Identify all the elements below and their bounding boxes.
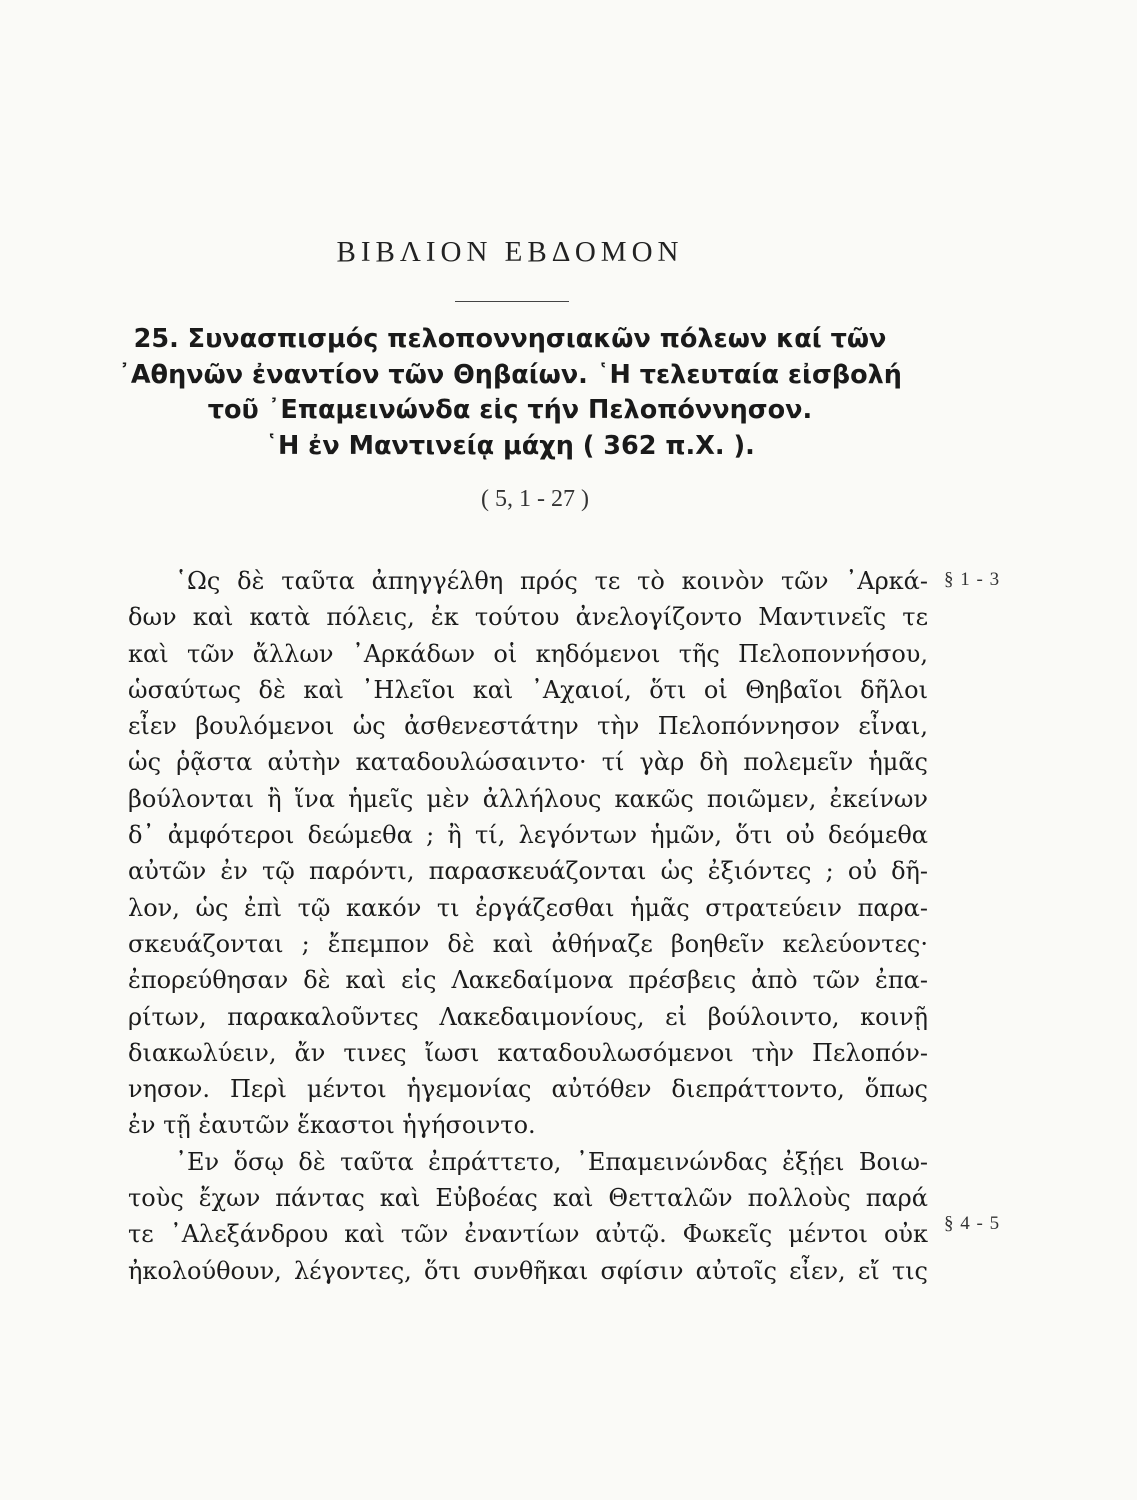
text-line: νησον. Περὶ μέντοι ἡγεμονίας αὐτόθεν διεπράττοντο, ὅπως bbox=[128, 1075, 928, 1104]
heading-line: ῾Η ἐν Μαντινείᾳ μάχη ( 362 π.Χ. ). bbox=[265, 430, 755, 461]
text-line: ἐν τῇ ἑαυτῶν ἕκαστοι ἡγήσοιντο. bbox=[128, 1111, 536, 1140]
text-line: ὡς ῥᾷστα αὐτὴν καταδουλώσαιντο· τί γὰρ δὴ πολεμεῖν ἡμᾶς bbox=[128, 748, 928, 777]
title-rule bbox=[455, 301, 569, 302]
text-line: δων καὶ κατὰ πόλεις, ἐκ τούτου ἀνελογίζοντο Μαντινεῖς τε bbox=[128, 603, 928, 632]
heading-line: τοῦ ᾿Επαμεινώνδα εἰς τήν Πελοπόννησον. bbox=[207, 395, 813, 425]
margin-section-note: § 1 - 3 bbox=[944, 569, 1001, 590]
text-line: βούλονται ἢ ἵνα ἡμεῖς μὲν ἀλλήλους κακῶς ποιῶμεν, ἐκείνων bbox=[128, 784, 928, 813]
text-line: ἠκολούθουν, λέγοντες, ὅτι συνθῆκαι σφίσιν αὐτοῖς εἶεν, εἴ τις bbox=[128, 1256, 928, 1285]
text-line: αὐτῶν ἐν τῷ παρόντι, παρασκευάζονται ὡς ἐξιόντες ; οὐ δῆ- bbox=[128, 857, 928, 886]
text-line: λον, ὡς ἐπὶ τῷ κακόν τι ἐργάζεσθαι ἡμᾶς στρατεύειν παρα- bbox=[128, 893, 928, 922]
book-title: ΒΙΒΛΙΟΝ ΕΒΔΟΜΟΝ bbox=[336, 236, 684, 268]
text-line: διακωλύειν, ἄν τινες ἴωσι καταδουλωσόμενοι τὴν Πελοπόν- bbox=[128, 1038, 928, 1067]
text-line: ἐπορεύθησαν δὲ καὶ εἰς Λακεδαίμονα πρέσβεις ἀπὸ τῶν ἐπα- bbox=[128, 966, 928, 995]
chapter-heading bbox=[100, 322, 920, 464]
text-line: ῾Ως δὲ ταῦτα ἀπηγγέλθη πρός τε τὸ κοινὸν τῶν ᾿Αρκά- bbox=[175, 567, 928, 595]
text-line: ᾿Εν ὅσῳ δὲ ταῦτα ἐπράττετο, ᾿Επαμεινώνδας ἐξῄει Βοιω- bbox=[175, 1147, 928, 1176]
text-line: δ᾿ ἀμφότεροι δεώμεθα ; ἢ τί, λεγόντων ἡμῶν, ὅτι οὐ δεόμεθα bbox=[128, 821, 928, 850]
text-line: ὡσαύτως δὲ καὶ ᾿Ηλεῖοι καὶ ᾿Αχαιοί, ὅτι οἱ Θηβαῖοι δῆλοι bbox=[128, 675, 928, 704]
heading-line: 25. Συνασπισμός πελοποννησιακῶν πόλεων καί τῶν bbox=[133, 324, 887, 354]
text-line: τε ᾿Αλεξάνδρου καὶ τῶν ἐναντίων αὐτῷ. Φωκεῖς μέντοι οὐκ bbox=[128, 1220, 928, 1249]
text-line: σκευάζονται ; ἔπεμπον δὲ καὶ ἀθήναζε βοηθεῖν κελεύοντες· bbox=[128, 929, 928, 958]
text-line: καὶ τῶν ἄλλων ᾿Αρκάδων οἱ κηδόμενοι τῆς Πελοποννήσου, bbox=[128, 639, 928, 668]
text-line: εἶεν βουλόμενοι ὡς ἀσθενεστάτην τὴν Πελοπόννησον εἶναι, bbox=[128, 712, 928, 741]
body-text bbox=[128, 563, 928, 1289]
text-line: τοὺς ἔχων πάντας καὶ Εὐβοέας καὶ Θετταλῶν πολλοὺς παρά bbox=[128, 1184, 928, 1213]
text-line: ρίτων, παρακαλοῦντες Λακεδαιμονίους, εἰ βούλοιντο, κοινῇ bbox=[128, 1002, 928, 1031]
source-reference: ( 5, 1 - 27 ) bbox=[481, 486, 589, 512]
margin-section-note: § 4 - 5 bbox=[944, 1213, 1001, 1234]
heading-line: ᾿Αθηνῶν ἐναντίον τῶν Θηβαίων. ῾Η τελευταία εἰσβολή bbox=[118, 359, 902, 390]
